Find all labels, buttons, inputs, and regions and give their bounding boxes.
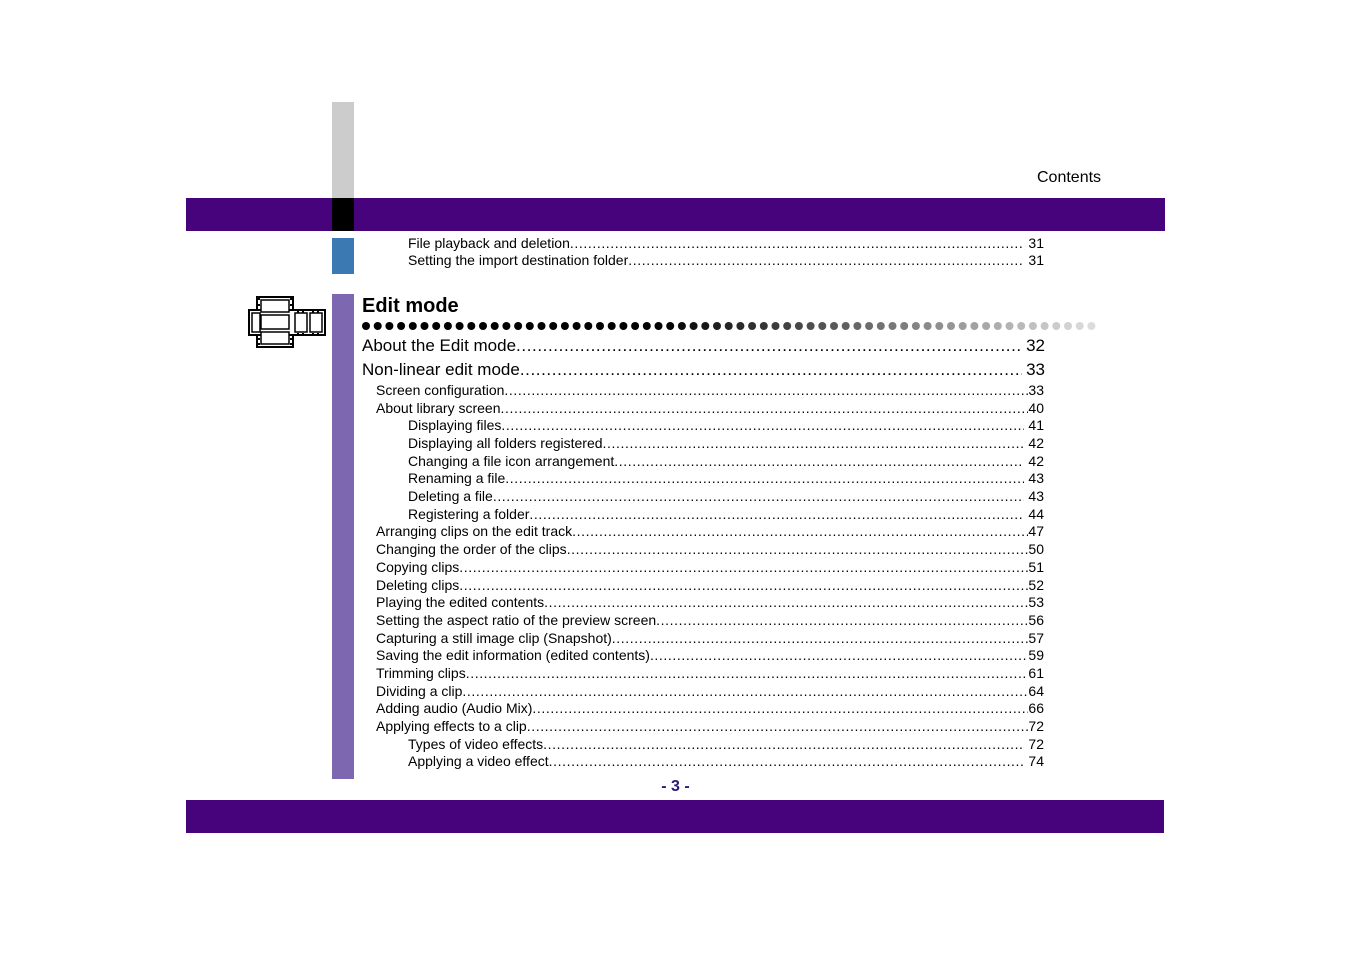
divider-dot bbox=[491, 322, 499, 330]
toc-entry-title: Changing a file icon arrangement bbox=[408, 452, 615, 469]
toc-entry[interactable] bbox=[376, 523, 1044, 539]
divider-dot bbox=[362, 322, 370, 330]
header-section-label: Contents bbox=[1037, 169, 1102, 186]
toc-entry-title: About library screen bbox=[376, 399, 501, 416]
toc-entry[interactable] bbox=[376, 559, 1044, 575]
divider-dot bbox=[994, 322, 1002, 330]
divider-dot bbox=[678, 322, 686, 330]
divider-dot bbox=[842, 322, 850, 330]
toc-entry-title: Displaying files bbox=[408, 417, 502, 434]
divider-dot bbox=[1076, 322, 1084, 330]
toc-entry-page: 72 bbox=[1028, 717, 1044, 734]
divider-dot bbox=[1087, 322, 1095, 330]
toc-entry-title: File playback and deletion bbox=[408, 235, 570, 251]
toc-leader bbox=[529, 506, 1024, 522]
tab-blue bbox=[332, 238, 354, 274]
divider-dot bbox=[421, 322, 429, 330]
divider-dot bbox=[1064, 322, 1072, 330]
toc-entry[interactable] bbox=[376, 594, 1044, 610]
toc-entry-title: Setting the aspect ratio of the preview screen bbox=[376, 611, 657, 628]
divider-dot bbox=[924, 322, 932, 330]
toc-entry-page: 72 bbox=[1028, 735, 1044, 752]
toc-leader bbox=[501, 400, 1029, 416]
toc-leader bbox=[572, 523, 1028, 539]
toc-leader bbox=[501, 417, 1024, 433]
divider-dot bbox=[701, 322, 709, 330]
divider-dot bbox=[479, 322, 487, 330]
toc-entry[interactable] bbox=[376, 630, 1044, 646]
page-number: - 3 - bbox=[661, 778, 690, 795]
divider-dot bbox=[1006, 322, 1014, 330]
toc-entry-page: 64 bbox=[1028, 682, 1044, 699]
toc-leader bbox=[459, 559, 1028, 575]
toc-entry[interactable] bbox=[376, 382, 1044, 398]
divider-dot bbox=[865, 322, 873, 330]
toc-entry-title: About the Edit mode bbox=[362, 336, 517, 355]
toc-entry[interactable] bbox=[376, 683, 1044, 699]
toc-entry-page: 52 bbox=[1028, 576, 1044, 593]
toc-leader bbox=[650, 647, 1028, 663]
divider-dot bbox=[444, 322, 452, 330]
divider-dot bbox=[608, 322, 616, 330]
divider-dot bbox=[1052, 322, 1060, 330]
divider-dot bbox=[409, 322, 417, 330]
toc-leader bbox=[505, 470, 1024, 486]
divider-dot bbox=[830, 322, 838, 330]
divider-dot bbox=[889, 322, 897, 330]
toc-entry-title: Trimming clips bbox=[376, 664, 466, 681]
section-title: Edit mode bbox=[362, 295, 459, 317]
toc-entry-title: Changing the order of the clips bbox=[376, 541, 567, 558]
toc-entry-title: Copying clips bbox=[376, 558, 460, 575]
divider-dot bbox=[643, 322, 651, 330]
toc-leader bbox=[614, 453, 1024, 469]
divider-dot bbox=[385, 322, 393, 330]
tab-black bbox=[332, 198, 354, 231]
toc-entry-page: 74 bbox=[1028, 753, 1044, 770]
toc-entry[interactable] bbox=[376, 400, 1044, 416]
divider-dot bbox=[432, 322, 440, 330]
toc-entry-page: 32 bbox=[1026, 336, 1045, 355]
toc-entry-page: 33 bbox=[1028, 382, 1044, 398]
toc-leader bbox=[543, 736, 1024, 752]
toc-leader bbox=[612, 630, 1029, 646]
toc-entry-page: 42 bbox=[1028, 435, 1044, 451]
toc-entry-title: Playing the edited contents bbox=[376, 594, 545, 611]
divider-dot bbox=[795, 322, 803, 330]
toc-leader bbox=[570, 235, 1025, 251]
divider-dot bbox=[397, 322, 405, 330]
divider-dot bbox=[853, 322, 861, 330]
divider-dot bbox=[456, 322, 464, 330]
divider-dot bbox=[596, 322, 604, 330]
divider-dot bbox=[760, 322, 768, 330]
toc-leader bbox=[516, 336, 1022, 356]
toc-entry-main[interactable] bbox=[362, 336, 1045, 356]
divider-dot bbox=[748, 322, 756, 330]
toc-entry-page: 50 bbox=[1028, 541, 1044, 558]
toc-leader bbox=[544, 594, 1028, 610]
toc-entry[interactable] bbox=[408, 435, 1044, 451]
toc-entry-page: 51 bbox=[1028, 558, 1044, 575]
toc-entry[interactable] bbox=[408, 417, 1044, 433]
divider-dot bbox=[783, 322, 791, 330]
toc-leader bbox=[603, 435, 1025, 451]
toc-entry-title: Non-linear edit mode bbox=[362, 360, 520, 379]
dotted-divider bbox=[362, 319, 1098, 333]
toc-entry-page: 61 bbox=[1028, 664, 1044, 681]
toc-leader bbox=[628, 252, 1024, 268]
divider-dot bbox=[725, 322, 733, 330]
divider-dot bbox=[772, 322, 780, 330]
divider-dot bbox=[947, 322, 955, 330]
toc-entry-page: 40 bbox=[1028, 399, 1044, 416]
divider-dot bbox=[655, 322, 663, 330]
toc-entry-page: 53 bbox=[1028, 594, 1044, 611]
toc-leader bbox=[520, 360, 1022, 380]
toc-entry-title: Setting the import destination folder bbox=[408, 252, 629, 268]
divider-dot bbox=[736, 322, 744, 330]
divider-dot bbox=[538, 322, 546, 330]
divider-dot bbox=[619, 322, 627, 330]
divider-dot bbox=[959, 322, 967, 330]
divider-dot bbox=[912, 322, 920, 330]
toc-entry-page: 66 bbox=[1028, 700, 1044, 717]
divider-dot bbox=[631, 322, 639, 330]
divider-dot bbox=[1029, 322, 1037, 330]
toc-leader bbox=[527, 718, 1029, 734]
toc-leader bbox=[493, 488, 1025, 504]
divider-dot bbox=[713, 322, 721, 330]
divider-dot bbox=[573, 322, 581, 330]
toc-entry-title: Saving the edit information (edited contents) bbox=[376, 647, 650, 664]
toc-entry[interactable] bbox=[376, 577, 1044, 593]
divider-dot bbox=[807, 322, 815, 330]
divider-dot bbox=[666, 322, 674, 330]
toc-entry-title: Screen configuration bbox=[376, 382, 505, 398]
divider-dot bbox=[526, 322, 534, 330]
toc-entry[interactable] bbox=[408, 252, 1044, 268]
toc-entry-title: Renaming a file bbox=[408, 470, 506, 487]
divider-dot bbox=[818, 322, 826, 330]
divider-dot bbox=[467, 322, 475, 330]
toc-leader bbox=[656, 612, 1028, 628]
toc-entry-page: 33 bbox=[1026, 360, 1045, 379]
toc-entry-title: Arranging clips on the edit track bbox=[376, 523, 573, 540]
toc-entry-title: Deleting a file bbox=[408, 488, 493, 505]
divider-dot bbox=[982, 322, 990, 330]
film-strip-icon bbox=[247, 296, 329, 348]
toc-entry-title: Applying a video effect bbox=[408, 753, 549, 770]
toc-entry-page: 31 bbox=[1028, 252, 1044, 268]
toc-entry[interactable] bbox=[376, 700, 1044, 716]
divider-dot bbox=[584, 322, 592, 330]
toc-leader bbox=[532, 700, 1028, 716]
divider-dot bbox=[514, 322, 522, 330]
toc-entry[interactable] bbox=[376, 541, 1044, 557]
toc-entry-title: Deleting clips bbox=[376, 576, 460, 593]
toc-entry-main[interactable] bbox=[362, 360, 1045, 380]
divider-dot bbox=[900, 322, 908, 330]
toc-leader bbox=[567, 541, 1029, 557]
toc-leader bbox=[459, 577, 1028, 593]
toc-entry[interactable] bbox=[376, 718, 1044, 734]
divider-dot bbox=[1017, 322, 1025, 330]
toc-entry-page: 44 bbox=[1028, 505, 1044, 522]
toc-entry-title: Types of video effects bbox=[408, 735, 544, 752]
divider-dot bbox=[970, 322, 978, 330]
toc-entry[interactable] bbox=[376, 665, 1044, 681]
section-sidebar bbox=[332, 294, 354, 779]
toc-entry-page: 43 bbox=[1028, 470, 1044, 487]
footer-band bbox=[186, 800, 1164, 833]
toc-entry-page: 57 bbox=[1028, 629, 1044, 646]
divider-dot bbox=[374, 322, 382, 330]
toc-entry-title: Dividing a clip bbox=[376, 682, 463, 699]
toc-entry-title: Capturing a still image clip (Snapshot) bbox=[376, 629, 612, 646]
divider-dot bbox=[935, 322, 943, 330]
toc-entry[interactable] bbox=[408, 235, 1044, 251]
divider-dot bbox=[561, 322, 569, 330]
toc-entry[interactable] bbox=[408, 488, 1044, 504]
divider-dot bbox=[502, 322, 510, 330]
toc-entry-page: 43 bbox=[1028, 488, 1044, 505]
toc-entry-title: Displaying all folders registered bbox=[408, 435, 603, 451]
toc-entry-page: 56 bbox=[1028, 611, 1044, 628]
toc-entry-page: 59 bbox=[1028, 647, 1044, 664]
toc-entry[interactable] bbox=[408, 453, 1044, 469]
toc-entry[interactable] bbox=[408, 736, 1044, 752]
toc-leader bbox=[462, 683, 1028, 699]
toc-entry-page: 41 bbox=[1028, 417, 1044, 434]
toc-entry-title: Adding audio (Audio Mix) bbox=[376, 700, 533, 717]
toc-entry-page: 42 bbox=[1028, 452, 1044, 469]
toc-entry[interactable] bbox=[408, 506, 1044, 522]
divider-dot bbox=[690, 322, 698, 330]
toc-leader bbox=[549, 753, 1025, 769]
toc-entry-title: Applying effects to a clip bbox=[376, 717, 527, 734]
toc-entry[interactable] bbox=[408, 470, 1044, 486]
toc-entry[interactable] bbox=[376, 612, 1044, 628]
toc-entry[interactable] bbox=[408, 753, 1044, 769]
toc-leader bbox=[504, 382, 1028, 398]
divider-dot bbox=[549, 322, 557, 330]
tab-gray bbox=[332, 102, 354, 198]
toc-entry-page: 31 bbox=[1028, 235, 1044, 251]
divider-dot bbox=[1041, 322, 1049, 330]
toc-entry-title: Registering a folder bbox=[408, 505, 530, 522]
toc-entry-page: 47 bbox=[1028, 523, 1044, 540]
toc-leader bbox=[466, 665, 1029, 681]
divider-dot bbox=[877, 322, 885, 330]
toc-entry[interactable] bbox=[376, 647, 1044, 663]
